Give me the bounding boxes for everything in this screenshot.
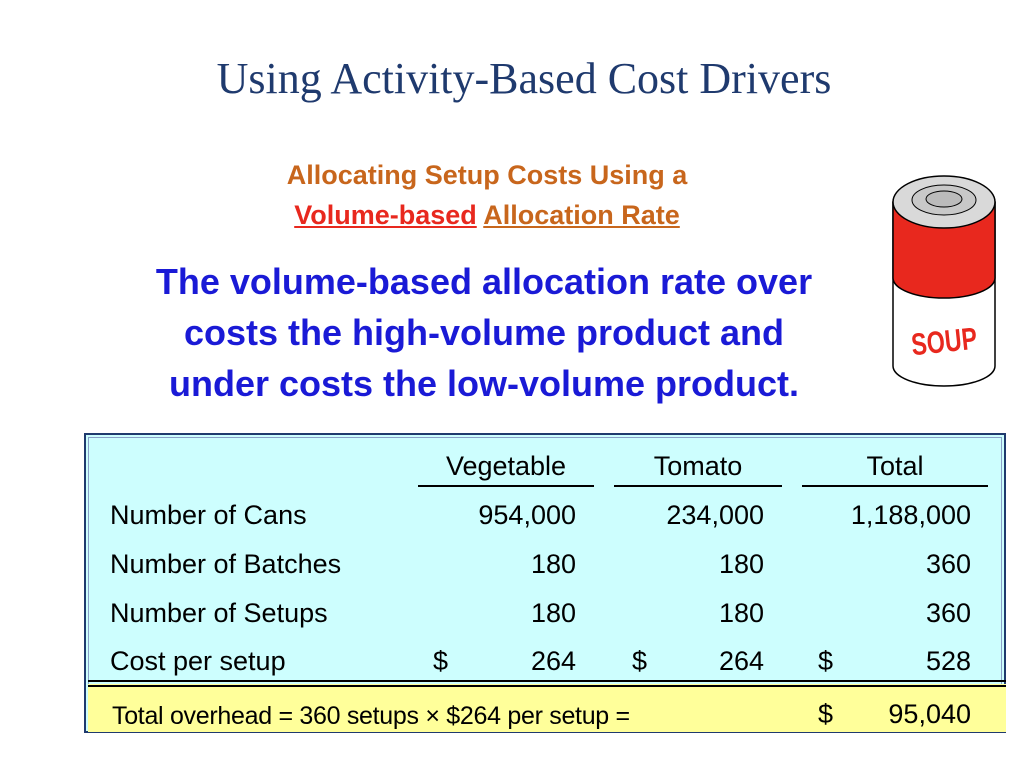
key-statement <box>84 256 884 409</box>
cost-total-currency: $ <box>818 646 834 676</box>
row-label-cost-per-setup: Cost per setup <box>110 646 286 676</box>
soup-can-icon <box>886 170 1002 392</box>
double-rule-bottom <box>88 685 1006 687</box>
cans-tomato: 234,000 <box>666 500 764 530</box>
subtitle-allocation-rate: Allocation Rate <box>483 200 680 230</box>
can-label: SOUP <box>909 320 979 363</box>
col-underline-total <box>802 485 988 487</box>
total-overhead-value: 95,040 <box>888 699 971 729</box>
cost-tomato-currency: $ <box>632 646 648 676</box>
total-overhead-currency: $ <box>818 699 834 729</box>
cans-vegetable: 954,000 <box>478 500 576 530</box>
cost-vegetable: 264 <box>530 646 576 676</box>
subtitle-line-1: Allocating Setup Costs Using a <box>286 160 688 190</box>
setups-tomato: 180 <box>718 598 764 628</box>
statement-line-3: under costs the low-volume product. <box>168 363 800 404</box>
statement-line-2: costs the high-volume product and <box>183 312 785 353</box>
cost-tomato: 264 <box>718 646 764 676</box>
col-header-tomato: Tomato <box>653 451 743 481</box>
total-overhead-label: Total overhead = 360 setups × $264 per setup = <box>112 702 630 730</box>
batches-tomato: 180 <box>718 549 764 579</box>
double-rule-top <box>88 680 1006 682</box>
col-underline-tomato <box>614 485 782 487</box>
slide-title: Using Activity-Based Cost Drivers <box>216 54 832 103</box>
subtitle-volume-based: Volume-based <box>294 200 477 230</box>
row-label-setups: Number of Setups <box>110 598 328 628</box>
batches-vegetable: 180 <box>530 549 576 579</box>
col-header-total: Total <box>866 451 924 481</box>
statement-line-1: The volume-based allocation rate over <box>155 261 813 302</box>
col-underline-vegetable <box>418 485 594 487</box>
setups-vegetable: 180 <box>530 598 576 628</box>
row-label-cans: Number of Cans <box>110 500 307 530</box>
subtitle-line-2 <box>200 196 774 234</box>
setups-total: 360 <box>925 598 971 628</box>
cost-vegetable-currency: $ <box>433 646 449 676</box>
batches-total: 360 <box>925 549 971 579</box>
cans-total: 1,188,000 <box>850 500 971 530</box>
cost-total: 528 <box>925 646 971 676</box>
row-label-batches: Number of Batches <box>110 549 342 579</box>
col-header-vegetable: Vegetable <box>445 451 567 481</box>
